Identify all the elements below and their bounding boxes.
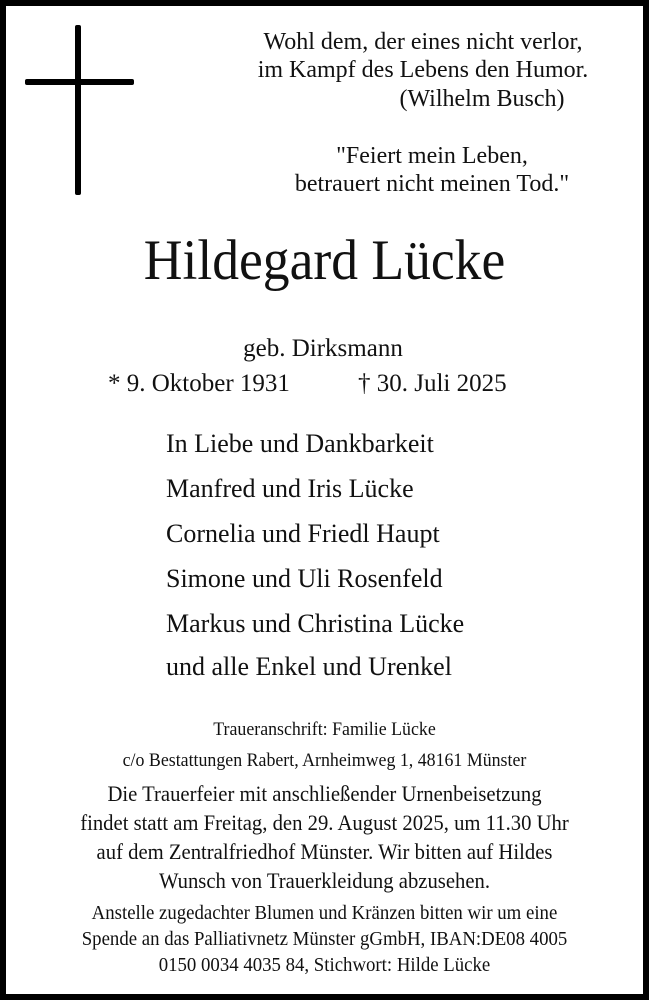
ceremony-line: findet statt am Freitag, den 29. August 2025, um 11.30 Uhr bbox=[80, 810, 569, 835]
mourner-line: In Liebe und Dankbarkeit bbox=[166, 429, 434, 458]
mourner-line: Cornelia und Friedl Haupt bbox=[166, 519, 440, 548]
donation-line: 0150 0034 4035 84, Stichwort: Hilde Lücke bbox=[158, 954, 491, 976]
cross-vertical-bar bbox=[75, 25, 81, 195]
motto-line: betrauert nicht meinen Tod." bbox=[294, 171, 570, 197]
mourner-line: Simone und Uli Rosenfeld bbox=[166, 564, 443, 593]
donation-line: Anstelle zugedachter Blumen und Kränzen bitten wir um eine bbox=[91, 902, 558, 924]
mourner-line: und alle Enkel und Urenkel bbox=[166, 652, 452, 681]
death-date: † 30. Juli 2025 bbox=[358, 370, 507, 397]
quote-line: Wohl dem, der eines nicht verlor, bbox=[263, 29, 583, 55]
quote-author: (Wilhelm Busch) bbox=[399, 86, 565, 112]
deceased-name: Hildegard Lücke bbox=[143, 229, 506, 292]
ceremony-line: Die Trauerfeier mit anschließender Urnenbeisetzung bbox=[107, 781, 542, 806]
motto-line: "Feiert mein Leben, bbox=[336, 143, 528, 169]
donation-line: Spende an das Palliativnetz Münster gGmbH, IBAN:DE08 4005 bbox=[81, 928, 568, 950]
ceremony-line: Wunsch von Trauerkleidung abzusehen. bbox=[158, 868, 491, 893]
birth-date: * 9. Oktober 1931 bbox=[108, 370, 290, 397]
maiden-name: geb. Dirksmann bbox=[243, 335, 403, 362]
quote-line: im Kampf des Lebens den Humor. bbox=[257, 57, 589, 83]
address-line: c/o Bestattungen Rabert, Arnheimweg 1, 48161 Münster bbox=[122, 750, 527, 771]
ceremony-line: auf dem Zentralfriedhof Münster. Wir bitten auf Hildes bbox=[96, 839, 553, 864]
address-line: Traueranschrift: Familie Lücke bbox=[213, 719, 436, 740]
mourner-line: Markus und Christina Lücke bbox=[166, 609, 465, 638]
mourner-line: Manfred und Iris Lücke bbox=[166, 474, 414, 503]
cross-horizontal-bar bbox=[25, 79, 134, 85]
